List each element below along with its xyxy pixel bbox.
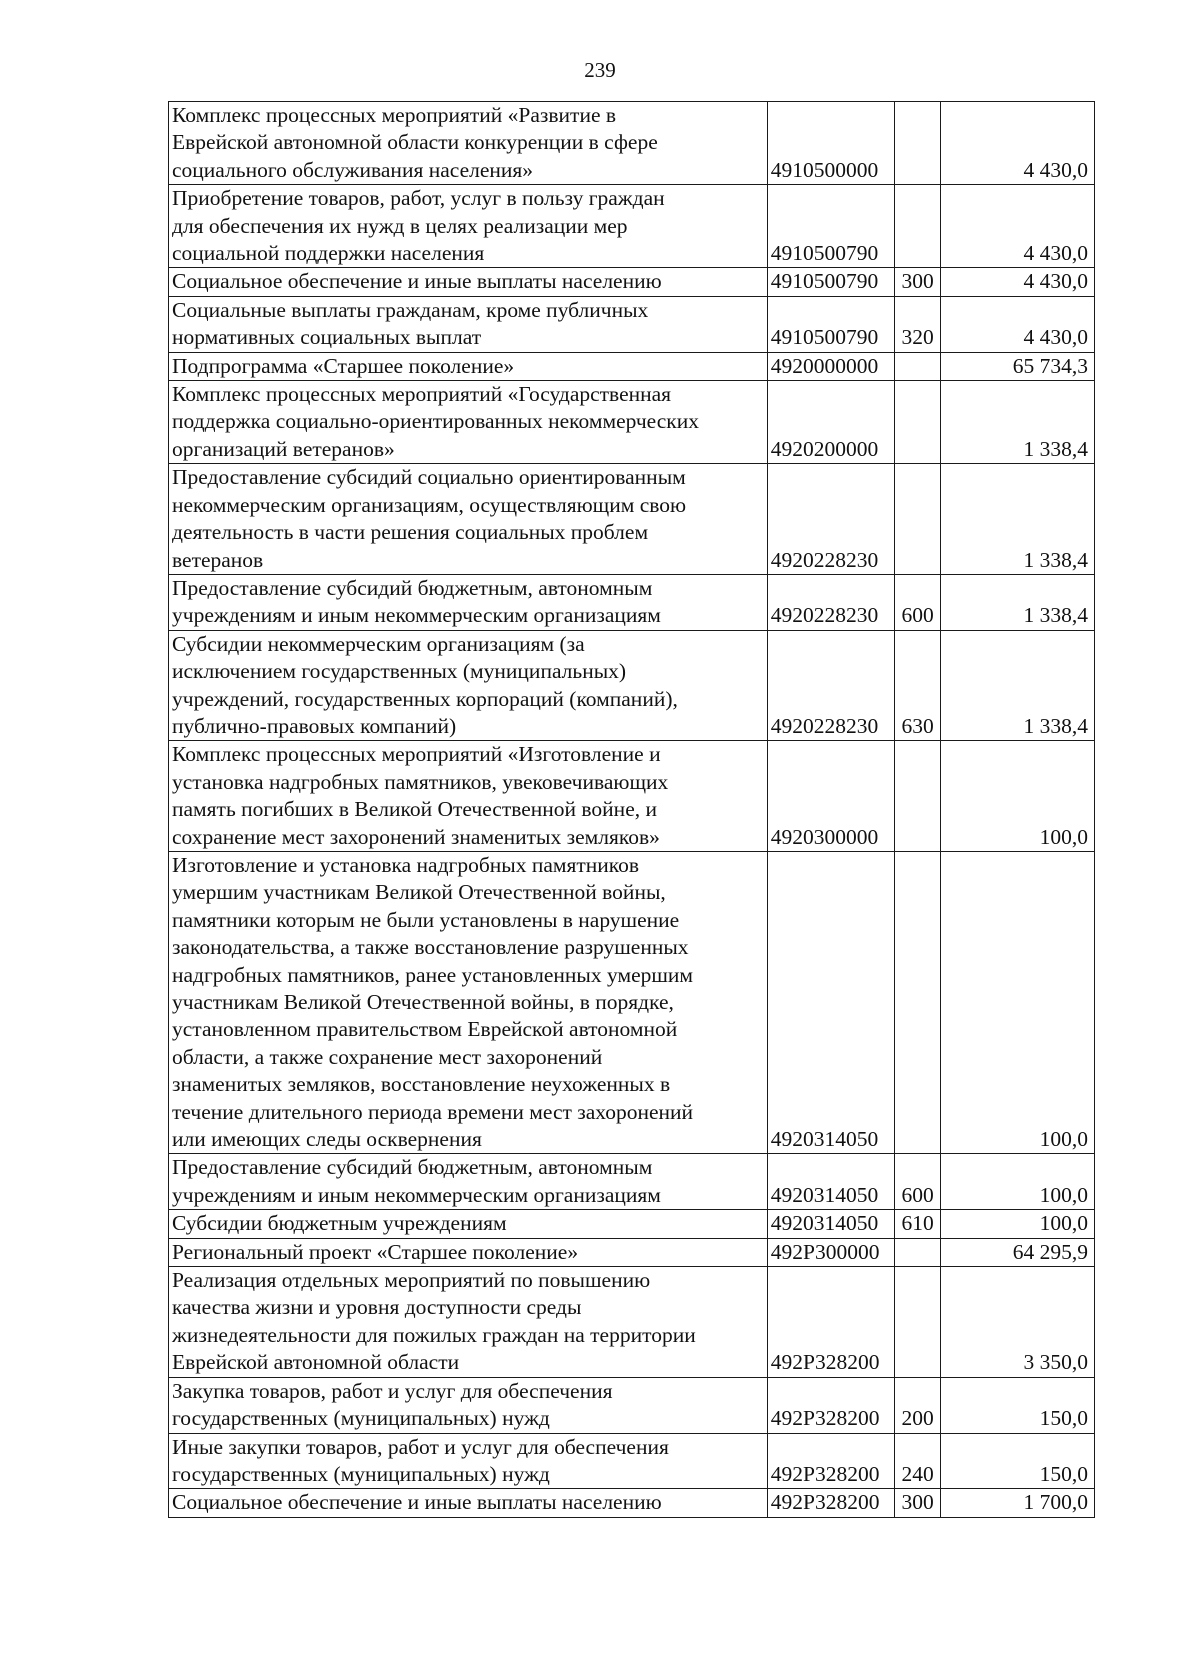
cell-name-line: ветеранов	[172, 547, 264, 572]
cell-name-line: Предоставление субсидий бюджетным, автономным	[172, 575, 653, 600]
cell-name-line: качества жизни и уровня доступности среды	[172, 1295, 582, 1320]
cell-expense-type	[895, 352, 941, 380]
cell-name-line: Комплекс процессных мероприятий «Изготовление и	[172, 742, 661, 767]
cell-name	[169, 185, 768, 268]
cell-name	[169, 296, 768, 352]
cell-name-line: Предоставление субсидий социально ориентированным	[172, 465, 686, 490]
cell-amount: 1 700,0	[940, 1489, 1094, 1517]
cell-name	[169, 1238, 768, 1266]
cell-expense-type: 300	[895, 1489, 941, 1517]
cell-name-line: государственных (муниципальных) нужд	[172, 1406, 550, 1431]
cell-amount: 4 430,0	[940, 268, 1094, 296]
cell-code: 4920228230	[767, 574, 895, 630]
table-body	[169, 102, 1095, 1518]
cell-amount: 150,0	[940, 1433, 1094, 1489]
cell-expense-type	[895, 741, 941, 852]
cell-name-line: Региональный проект «Старшее поколение»	[172, 1239, 579, 1264]
cell-name-line: Приобретение товаров, работ, услуг в пользу граждан	[172, 186, 665, 211]
cell-name-line: умершим участникам Великой Отечественной войны,	[172, 880, 666, 905]
cell-code: 4920000000	[767, 352, 895, 380]
cell-name-line: учреждениям и иным некоммерческим организациям	[172, 1182, 661, 1207]
cell-name-line: Еврейской автономной области	[172, 1350, 460, 1375]
cell-name	[169, 1489, 768, 1517]
cell-name-line: некоммерческим организациям, осуществляющим свою	[172, 492, 687, 517]
cell-name-line: социальной поддержки населения	[172, 241, 485, 266]
cell-name	[169, 851, 768, 1153]
cell-name	[169, 352, 768, 380]
cell-expense-type: 630	[895, 630, 941, 741]
cell-amount: 64 295,9	[940, 1238, 1094, 1266]
cell-name-line: Комплекс процессных мероприятий «Развитие в	[172, 103, 617, 127]
cell-amount: 1 338,4	[940, 381, 1094, 464]
cell-expense-type	[895, 464, 941, 575]
cell-amount: 1 338,4	[940, 630, 1094, 741]
table-row	[169, 574, 1095, 630]
table-row	[169, 464, 1095, 575]
cell-amount: 65 734,3	[940, 352, 1094, 380]
cell-amount: 1 338,4	[940, 464, 1094, 575]
cell-expense-type: 240	[895, 1433, 941, 1489]
cell-name	[169, 1377, 768, 1433]
cell-name-line: течение длительного периода времени мест захоронений	[172, 1099, 694, 1124]
table-row	[169, 268, 1095, 296]
cell-name-line: участникам Великой Отечественной войны, в порядке,	[172, 990, 674, 1014]
cell-name-line: Реализация отдельных мероприятий по повышению	[172, 1268, 651, 1293]
budget-table	[168, 101, 1095, 1518]
cell-code: 492P328200	[767, 1267, 895, 1378]
cell-code: 4910500790	[767, 185, 895, 268]
table-row	[169, 1267, 1095, 1378]
cell-expense-type: 300	[895, 268, 941, 296]
cell-amount: 4 430,0	[940, 296, 1094, 352]
cell-amount: 1 338,4	[940, 574, 1094, 630]
table-row	[169, 1154, 1095, 1210]
table-row	[169, 1433, 1095, 1489]
cell-name-line: Социальное обеспечение и иные выплаты населению	[172, 1490, 662, 1515]
cell-code: 4920228230	[767, 630, 895, 741]
cell-name	[169, 741, 768, 852]
cell-name-line: социального обслуживания населения»	[172, 157, 534, 182]
cell-name-line: Комплекс процессных мероприятий «Государственная	[172, 382, 672, 407]
cell-name	[169, 381, 768, 464]
cell-name	[169, 630, 768, 741]
cell-code: 492P328200	[767, 1377, 895, 1433]
cell-name-line: поддержка социально-ориентированных некоммерческих	[172, 409, 699, 434]
cell-name-line: нормативных социальных выплат	[172, 325, 482, 350]
cell-name-line: Социальное обеспечение и иные выплаты населению	[172, 269, 662, 294]
cell-amount: 100,0	[940, 1210, 1094, 1238]
cell-name-line: государственных (муниципальных) нужд	[172, 1461, 550, 1486]
cell-name-line: для обеспечения их нужд в целях реализации мер	[172, 213, 628, 238]
table-row	[169, 296, 1095, 352]
table-row	[169, 741, 1095, 852]
cell-name-line: Субсидии некоммерческим организациям (за	[172, 631, 585, 656]
cell-name	[169, 1433, 768, 1489]
cell-name-line: знаменитых земляков, восстановление неухоженных в	[172, 1072, 671, 1097]
cell-name-line: учреждений, государственных корпораций (компаний),	[172, 686, 678, 711]
cell-expense-type: 600	[895, 574, 941, 630]
cell-code: 4920314050	[767, 1154, 895, 1210]
cell-name-line: Социальные выплаты гражданам, кроме публичных	[172, 297, 649, 322]
cell-name-line: организаций ветеранов»	[172, 436, 395, 461]
cell-name-line: исключением государственных (муниципальных)	[172, 659, 627, 684]
cell-name-line: установка надгробных памятников, увековечивающих	[172, 769, 669, 794]
cell-name-line: Иные закупки товаров, работ и услуг для обеспечения	[172, 1434, 669, 1459]
cell-name	[169, 464, 768, 575]
cell-name	[169, 268, 768, 296]
cell-code: 4910500000	[767, 102, 895, 185]
cell-name-line: памятники которым не были установлены в нарушение	[172, 907, 680, 932]
cell-name-line: Закупка товаров, работ и услуг для обеспечения	[172, 1378, 613, 1403]
cell-code: 492P300000	[767, 1238, 895, 1266]
table-row	[169, 1377, 1095, 1433]
cell-code: 492P328200	[767, 1433, 895, 1489]
cell-amount: 100,0	[940, 741, 1094, 852]
cell-expense-type	[895, 185, 941, 268]
cell-amount: 100,0	[940, 1154, 1094, 1210]
table-row	[169, 1489, 1095, 1517]
cell-name-line: память погибших в Великой Отечественной войне, и	[172, 797, 657, 822]
cell-amount: 100,0	[940, 851, 1094, 1153]
cell-code: 492P328200	[767, 1489, 895, 1517]
cell-name-line: законодательства, а также восстановление разрушенных	[172, 935, 689, 960]
cell-expense-type: 320	[895, 296, 941, 352]
cell-name-line: жизнедеятельности для пожилых граждан на территории	[172, 1322, 696, 1347]
cell-amount: 3 350,0	[940, 1267, 1094, 1378]
cell-code: 4920228230	[767, 464, 895, 575]
cell-name-line: или имеющих следы осквернения	[172, 1127, 482, 1152]
table-row	[169, 102, 1095, 185]
table-row	[169, 381, 1095, 464]
cell-name-line: Еврейской автономной области конкуренции в сфере	[172, 130, 658, 155]
cell-name	[169, 1210, 768, 1238]
cell-code: 4920200000	[767, 381, 895, 464]
table-row	[169, 1210, 1095, 1238]
cell-name	[169, 1154, 768, 1210]
cell-amount: 150,0	[940, 1377, 1094, 1433]
cell-code: 4920300000	[767, 741, 895, 852]
cell-expense-type: 610	[895, 1210, 941, 1238]
cell-expense-type: 600	[895, 1154, 941, 1210]
cell-name-line: деятельность в части решения социальных проблем	[172, 520, 649, 545]
cell-code: 4920314050	[767, 1210, 895, 1238]
cell-expense-type: 200	[895, 1377, 941, 1433]
table-row	[169, 630, 1095, 741]
cell-name	[169, 1267, 768, 1378]
cell-code: 4910500790	[767, 296, 895, 352]
table-row	[169, 185, 1095, 268]
cell-code: 4910500790	[767, 268, 895, 296]
cell-code: 4920314050	[767, 851, 895, 1153]
cell-expense-type	[895, 1267, 941, 1378]
table-row	[169, 851, 1095, 1153]
table-row	[169, 352, 1095, 380]
cell-name-line: Изготовление и установка надгробных памятников	[172, 852, 640, 877]
cell-expense-type	[895, 102, 941, 185]
cell-expense-type	[895, 1238, 941, 1266]
cell-amount: 4 430,0	[940, 185, 1094, 268]
page-number: 239	[584, 58, 616, 82]
cell-name-line: публично-правовых компаний)	[172, 713, 457, 738]
cell-name-line: установленном правительством Еврейской автономной	[172, 1017, 678, 1042]
cell-name-line: области, а также сохранение мест захоронений	[172, 1044, 603, 1069]
cell-name-line: Субсидии бюджетным учреждениям	[172, 1211, 507, 1236]
cell-name-line: сохранение мест захоронений знаменитых земляков»	[172, 824, 660, 849]
cell-name-line: учреждениям и иным некоммерческим организациям	[172, 603, 661, 628]
cell-expense-type	[895, 851, 941, 1153]
cell-name-line: Подпрограмма «Старшее поколение»	[172, 353, 515, 378]
cell-name-line: Предоставление субсидий бюджетным, автономным	[172, 1155, 653, 1180]
cell-name	[169, 574, 768, 630]
cell-expense-type	[895, 381, 941, 464]
cell-amount: 4 430,0	[940, 102, 1094, 185]
table-row	[169, 1238, 1095, 1266]
cell-name	[169, 102, 768, 185]
cell-name-line: надгробных памятников, ранее установленных умершим	[172, 962, 694, 987]
